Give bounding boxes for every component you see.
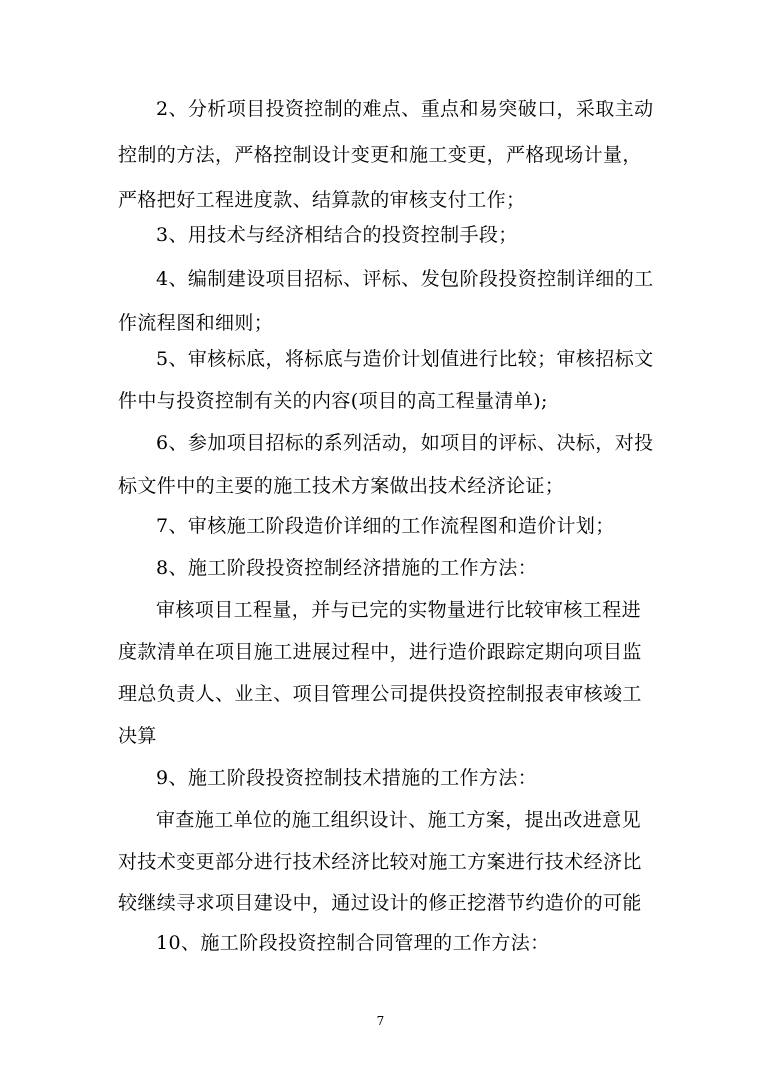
text-line: 8、施工阶段投资控制经济措施的工作方法： — [156, 557, 538, 579]
text-line: 3、用技术与经济相结合的投资控制手段； — [156, 224, 518, 246]
text-line: 4、编制建设项目招标、评标、发包阶段投资控制详细的工 — [156, 268, 654, 290]
text-line: 决算 — [118, 725, 157, 747]
text-line: 7、审核施工阶段造价详细的工作流程图和造价计划； — [156, 515, 615, 537]
text-line: 审查施工单位的施工组织设计、施工方案，提出改进意见 — [156, 809, 642, 831]
text-line: 9、施工阶段投资控制技术措施的工作方法： — [156, 767, 538, 789]
text-line: 审核项目工程量，并与已完的实物量进行比较审核工程进 — [156, 599, 642, 621]
text-line: 对技术变更部分进行技术经济比较对施工方案进行技术经济比 — [118, 851, 642, 873]
text-line: 2、分析项目投资控制的难点、重点和易突破口，采取主动 — [156, 98, 654, 120]
text-line: 作流程图和细则； — [118, 312, 274, 334]
text-line: 理总负责人、业主、项目管理公司提供投资控制报表审核竣工 — [118, 683, 642, 705]
text-line: 严格把好工程进度款、结算款的审核支付工作； — [118, 189, 526, 211]
text-line: 件中与投资控制有关的内容(项目的高工程量清单); — [118, 390, 548, 412]
text-line: 5、审核标底，将标底与造价计划值进行比较；审核招标文 — [156, 348, 654, 370]
text-line: 较继续寻求项目建设中，通过设计的修正挖潜节约造价的可能 — [118, 892, 642, 914]
text-line: 6、参加项目招标的系列活动，如项目的评标、决标，对投 — [156, 432, 654, 454]
text-line: 10、施工阶段投资控制合同管理的工作方法： — [156, 932, 550, 954]
text-line: 标文件中的主要的施工技术方案做出技术经济论证； — [118, 475, 565, 497]
text-line: 度款清单在项目施工进展过程中，进行造价跟踪定期向项目监 — [118, 641, 642, 663]
page-number: 7 — [376, 1014, 385, 1028]
text-line: 控制的方法，严格控制设计变更和施工变更，严格现场计量， — [118, 144, 642, 166]
